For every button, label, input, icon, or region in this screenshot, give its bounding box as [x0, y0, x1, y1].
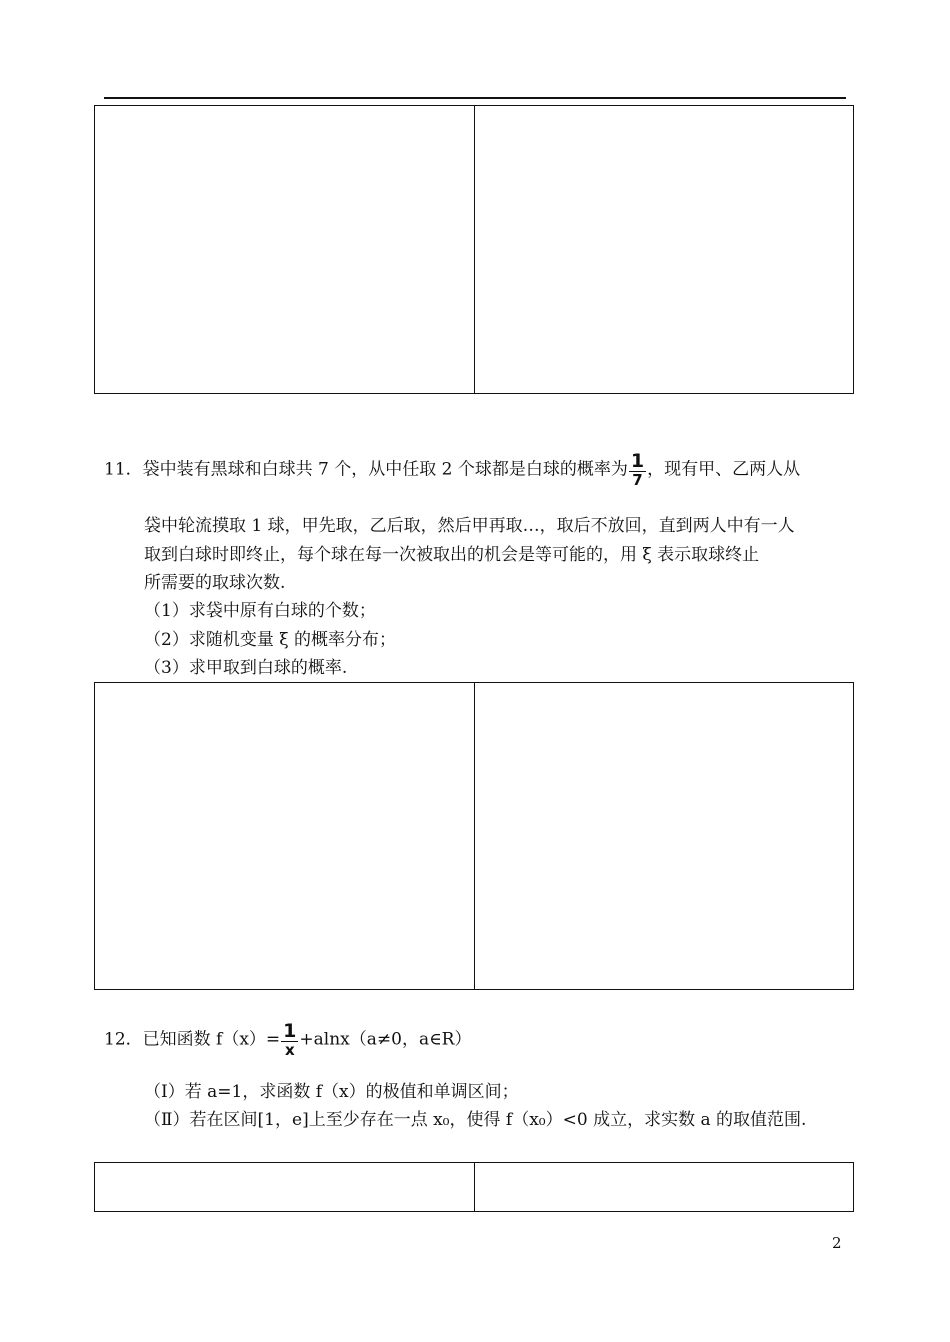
q11-frac-den: 7: [632, 471, 643, 489]
q11-line1-text: 袋中装有黑球和白球共 7 个，从中任取 2 个球都是白球的概率为: [142, 459, 628, 480]
q11-fraction: [629, 452, 646, 488]
answer-cell-right: [474, 1163, 854, 1211]
q12-part-1: （Ⅰ）若 a=1，求函数 f（x）的极值和单调区间；: [144, 1082, 519, 1102]
q11-frac-num: 1: [630, 450, 645, 472]
q12-fraction: [281, 1022, 298, 1058]
q11-line1: [104, 452, 800, 488]
answer-box-1: [94, 105, 854, 394]
answer-box-2: [94, 682, 854, 990]
page-number: 2: [832, 1234, 842, 1252]
q11-line3: 取到白球时即终止，每个球在每一次被取出的机会是等可能的，用 ξ 表示取球终止: [144, 545, 760, 565]
q12-stem-tail: +alnx（a≠0，a∈R）: [299, 1029, 472, 1050]
answer-box-3: [94, 1162, 854, 1212]
q12-number: 12．: [104, 1029, 143, 1050]
q12-frac-den: x: [284, 1041, 295, 1059]
q12-frac-num: 1: [283, 1020, 297, 1042]
q11-line4: 所需要的取球次数.: [144, 573, 286, 593]
header-rule: [104, 97, 846, 99]
answer-cell-right: [474, 683, 854, 989]
answer-cell-left: [95, 106, 474, 393]
answer-cell-right: [474, 106, 854, 393]
q12-stem: [104, 1022, 471, 1058]
answer-cell-left: [95, 1163, 474, 1211]
q11-line2: 袋中轮流摸取 1 球，甲先取，乙后取，然后甲再取…，取后不放回，直到两人中有一人: [144, 516, 795, 536]
q12-part-2: （Ⅱ）若在区间[1，e]上至少存在一点 x₀，使得 f（x₀）<0 成立，求实数 a 的取值范围.: [144, 1110, 807, 1130]
q11-part-2: （2）求随机变量 ξ 的概率分布；: [144, 630, 396, 650]
q11-number: 11．: [104, 459, 143, 480]
q11-part-3: （3）求甲取到白球的概率.: [144, 658, 348, 678]
q11-line1-tail: ，现有甲、乙两人从: [647, 459, 801, 480]
q11-part-1: （1）求袋中原有白球的个数；: [144, 601, 376, 621]
answer-cell-left: [95, 683, 474, 989]
q12-stem-text: 已知函数 f（x）=: [142, 1029, 281, 1050]
